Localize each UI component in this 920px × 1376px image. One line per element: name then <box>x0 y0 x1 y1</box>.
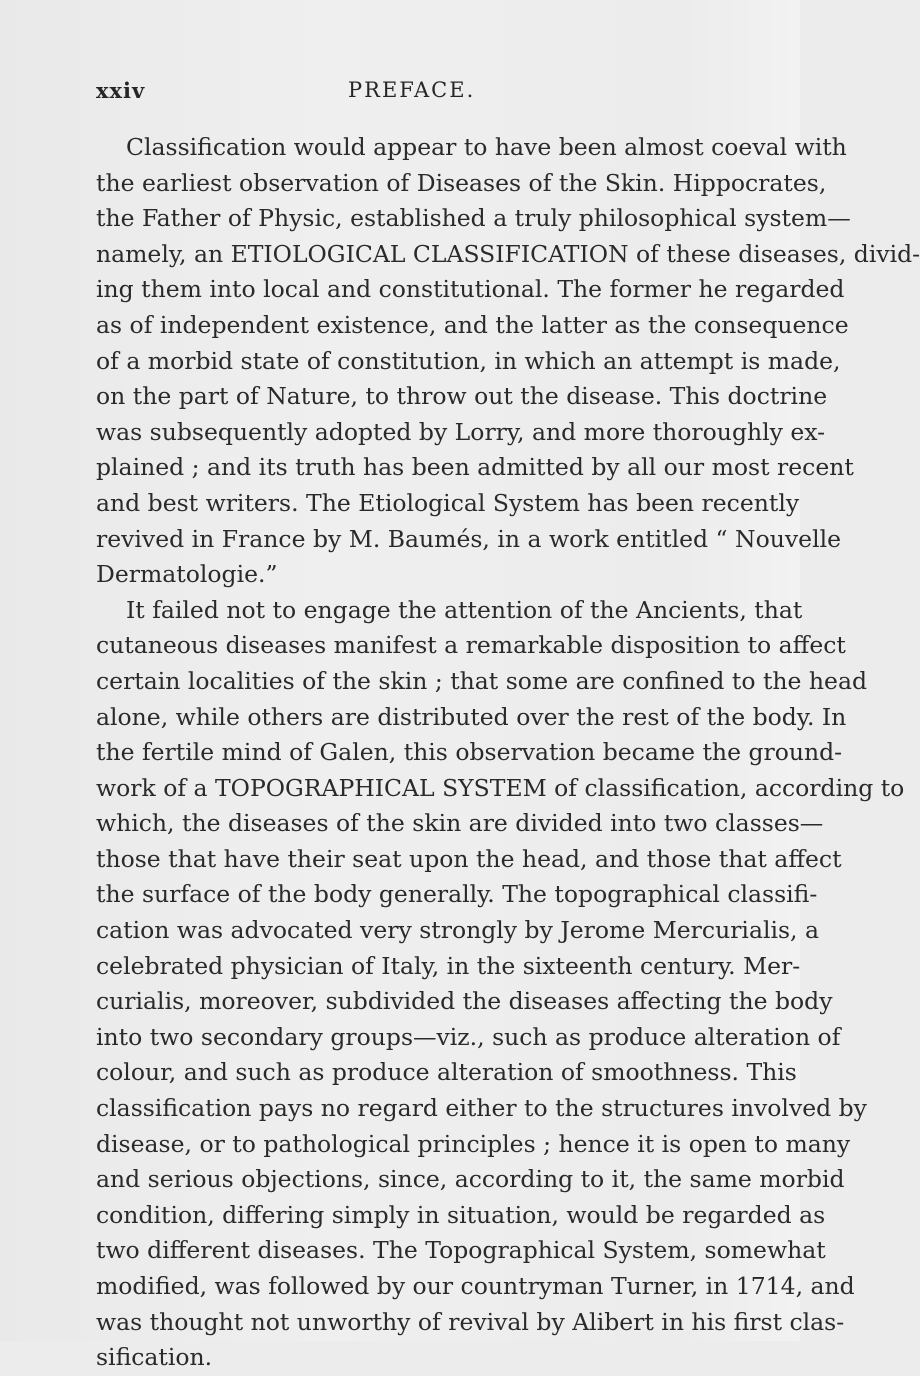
text-line: into two secondary groups—viz., such as produce alteration of <box>96 1022 841 1051</box>
text-line: colour, and such as produce alteration of smoothness. This <box>96 1058 797 1087</box>
text-line: Classification would appear to have been almost coeval with <box>126 133 847 161</box>
text-line: as of independent existence, and the latter as the consequence <box>96 310 849 339</box>
text-line: the fertile mind of Galen, this observation became the ground- <box>96 738 843 767</box>
text-line: classification pays no regard either to the structures involved by <box>96 1094 867 1123</box>
text-line: ing them into local and constitutional. The former he regarded <box>96 275 845 304</box>
paragraph-1 <box>96 130 920 593</box>
text-line: which, the diseases of the skin are divided into two classes— <box>96 809 824 838</box>
text-line: modified, was followed by our countryman Turner, in 1714, and <box>96 1272 855 1300</box>
text-line: those that have their seat upon the head, and those that affect <box>96 844 842 873</box>
text-line: condition, differing simply in situation, would be regarded as <box>96 1200 826 1229</box>
text-line: It failed not to engage the attention of the Ancients, that <box>126 595 803 624</box>
text-line: work of a TOPOGRAPHICAL SYSTEM of classification, according to <box>96 773 905 802</box>
text-line: celebrated physician of Italy, in the sixteenth century. Mer- <box>96 951 801 980</box>
page-header <box>0 78 800 108</box>
page-number: xxiv <box>96 78 146 103</box>
running-head: PREFACE. <box>348 78 476 102</box>
text-line: the Father of Physic, established a truly philosophical system— <box>96 204 851 233</box>
text-line: was thought not unworthy of revival by Alibert in his first clas- <box>96 1307 845 1336</box>
text-line: cation was advocated very strongly by Jerome Mercurialis, a <box>96 916 820 945</box>
body-text <box>96 130 920 1376</box>
text-line: and best writers. The Etiological System has been recently <box>96 488 800 517</box>
text-line: on the part of Nature, to throw out the disease. This doctrine <box>96 382 828 411</box>
text-line: certain localities of the skin ; that some are confined to the head <box>96 666 868 695</box>
text-line: the earliest observation of Diseases of the Skin. Hippocrates, <box>96 168 827 197</box>
text-line: sification. <box>96 1343 213 1372</box>
text-line: of a morbid state of constitution, in which an attempt is made, <box>96 346 841 375</box>
text-line: cutaneous diseases manifest a remarkable disposition to affect <box>96 631 846 660</box>
text-line: the surface of the body generally. The topographical classifi- <box>96 880 818 909</box>
text-line: and serious objections, since, according to it, the same morbid <box>96 1165 845 1194</box>
text-line: namely, an ETIOLOGICAL CLASSIFICATION of these diseases, divid- <box>96 239 920 268</box>
text-line: disease, or to pathological principles ; hence it is open to many <box>96 1129 851 1158</box>
text-line: revived in France by M. Baumés, in a work entitled “ Nouvelle <box>96 524 842 553</box>
paragraph-2 <box>96 593 905 1376</box>
text-line: Dermatologie.” <box>96 560 278 589</box>
text-line: curialis, moreover, subdivided the diseases affecting the body <box>96 987 833 1016</box>
text-line: two different diseases. The Topographical System, somewhat <box>96 1236 826 1265</box>
text-line: was subsequently adopted by Lorry, and more thoroughly ex- <box>96 417 826 446</box>
text-line: plained ; and its truth has been admitted by all our most recent <box>96 453 854 482</box>
text-line: alone, while others are distributed over the rest of the body. In <box>96 702 847 731</box>
